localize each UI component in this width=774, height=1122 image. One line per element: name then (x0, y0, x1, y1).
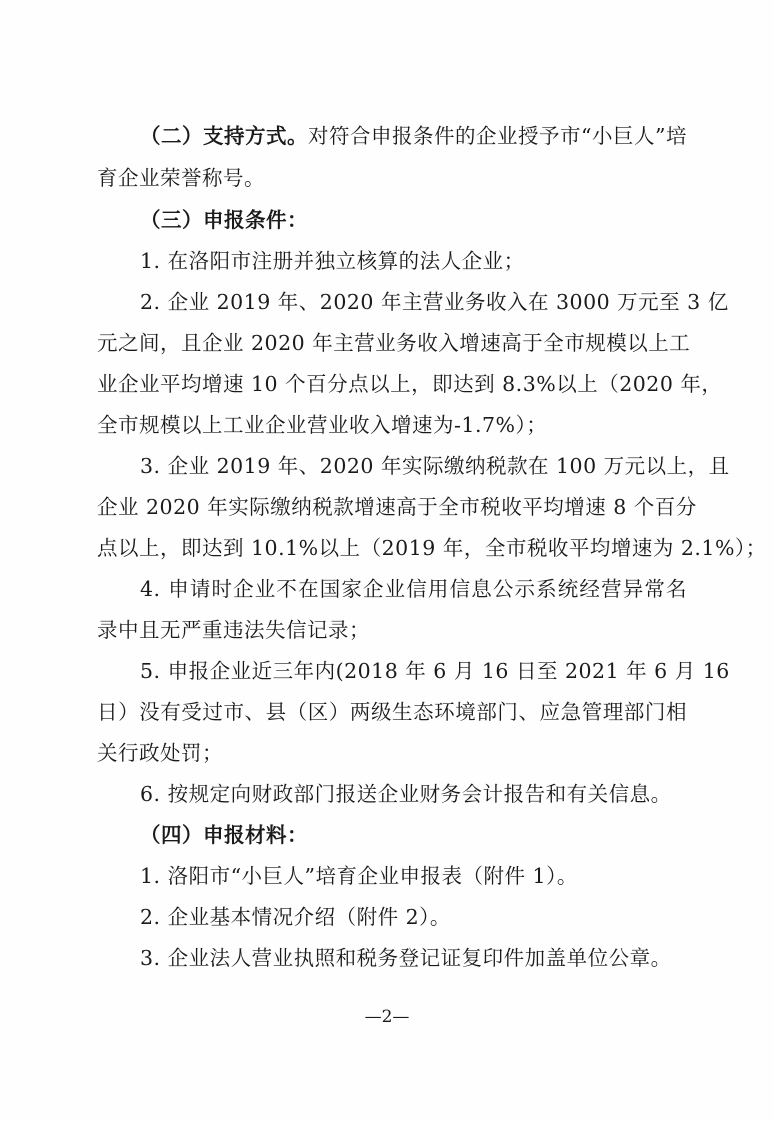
condition-4-line2: 录中且无严重违法失信记录； (97, 618, 370, 642)
condition-2-line4: 全市规模以上工业企业营业收入增速为-1.7%）； (97, 413, 548, 437)
page-number: —2— (364, 1007, 410, 1027)
condition-1-line1: 1. 在洛阳市注册并独立核算的法人企业； (140, 249, 525, 273)
material-item-1: 1. 洛阳市“小巨人”培育企业申报表（附件 1）。 (140, 864, 578, 888)
condition-5-line3: 关行政处罚； (97, 741, 223, 765)
condition-4-line1: 4. 申请时企业不在国家企业信用信息公示系统经营异常名 (140, 577, 687, 601)
material-item-3: 3. 企业法人营业执照和税务登记证复印件加盖单位公章。 (140, 946, 672, 970)
conditions-heading: （三）申报条件： (140, 208, 308, 232)
support-text: 对符合申报条件的企业授予市“小巨人”培 (308, 124, 687, 148)
materials-heading: （四）申报材料： (140, 823, 308, 847)
condition-3-line3: 点以上，即达到 10.1%以上（2019 年，全市税收平均增速为 2.1%）； (97, 536, 767, 560)
condition-5-line2: 日）没有受过市、县（区）两级生态环境部门、应急管理部门相 (97, 700, 687, 724)
support-paragraph-line1 (140, 121, 687, 151)
condition-5-line1: 5. 申报企业近三年内(2018 年 6 月 16 日至 2021 年 6 月 16 (140, 659, 730, 683)
condition-2-line1: 2. 企业 2019 年、2020 年主营业务收入在 3000 万元至 3 亿 (140, 290, 729, 314)
condition-6-line1: 6. 按规定向财政部门报送企业财务会计报告和有关信息。 (140, 782, 672, 806)
condition-2-line2: 元之间，且企业 2020 年主营业务收入增速高于全市规模以上工 (97, 331, 691, 355)
condition-3-line2: 企业 2020 年实际缴纳税款增速高于全市税收平均增速 8 个百分 (97, 495, 697, 519)
material-item-2: 2. 企业基本情况介绍（附件 2）。 (140, 905, 451, 929)
support-heading: （二）支持方式。 (140, 124, 309, 148)
support-paragraph-line2: 育企业荣誉称号。 (97, 166, 265, 190)
condition-3-line1: 3. 企业 2019 年、2020 年实际缴纳税款在 100 万元以上，且 (140, 454, 730, 478)
condition-2-line3: 业企业平均增速 10 个百分点以上，即达到 8.3%以上（2020 年， (97, 372, 723, 396)
